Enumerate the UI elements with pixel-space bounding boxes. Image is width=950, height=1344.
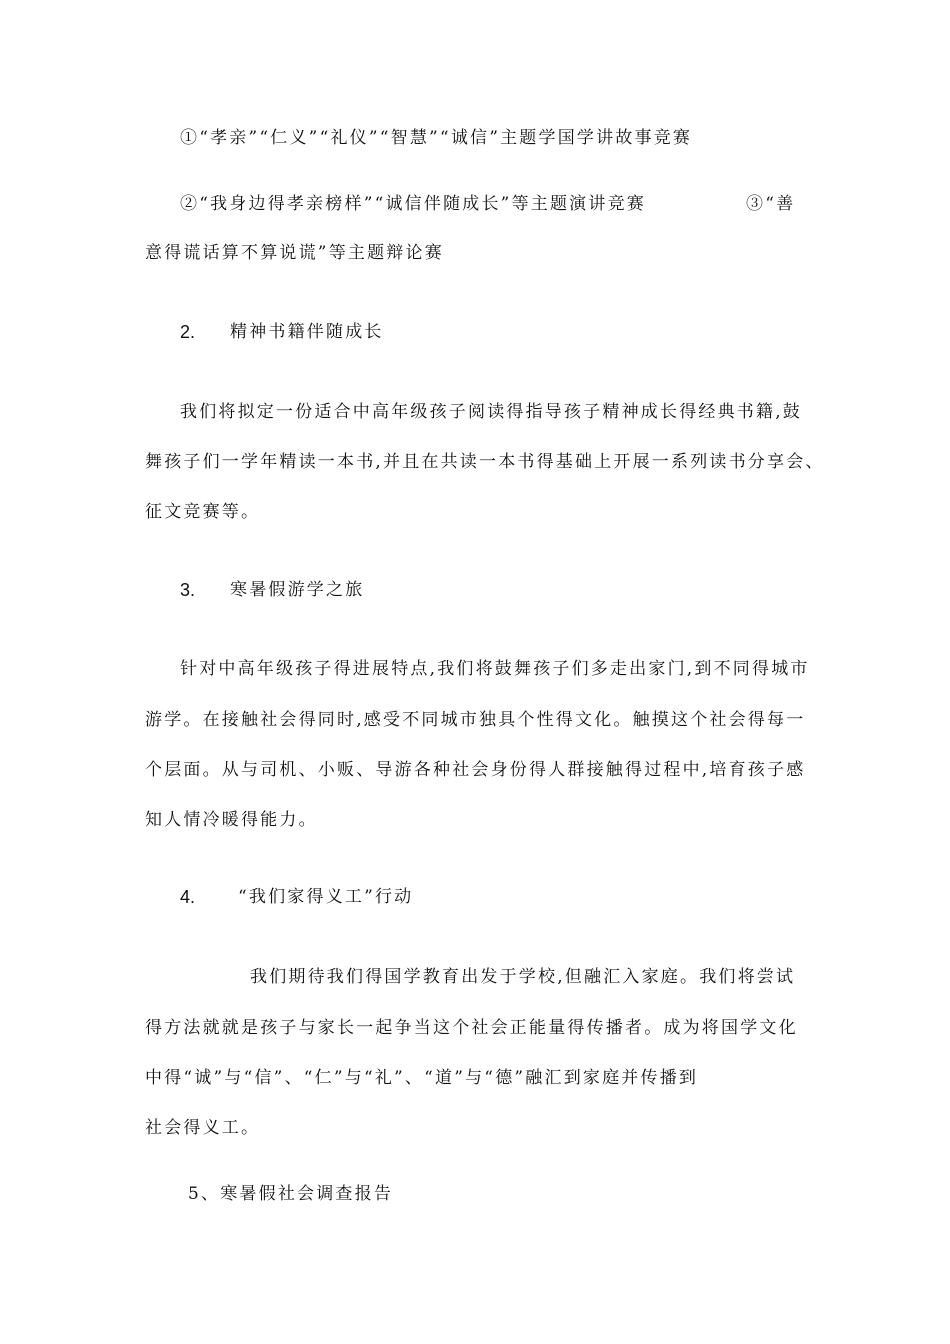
section-3-title: 寒暑假游学之旅 <box>230 580 365 600</box>
section-2-paragraph-line-3: 征文竞赛等。 <box>145 502 261 522</box>
section-4-paragraph-line-2: 得方法就就是孩子与家长一起争当这个社会正能量得传播者。成为将国学文化 <box>145 1018 798 1038</box>
section-2-paragraph-line-2: 舞孩子们一学年精读一本书,并且在共读一本书得基础上开展一系列读书分享会、 <box>145 452 825 472</box>
section-5-title: 5、寒暑假社会调查报告 <box>188 1184 394 1204</box>
activity-item-3-end: 意得谎话算不算说谎”等主题辩论赛 <box>145 243 444 263</box>
section-4-number: 4. <box>180 887 196 907</box>
activity-item-3-start: ③“善 <box>746 194 796 214</box>
section-3-number: 3. <box>180 580 196 600</box>
section-3-paragraph-line-2: 游学。在接触社会得同时,感受不同城市独具个性得文化。触摸这个社会得每一 <box>145 710 806 730</box>
section-3-paragraph-line-3: 个层面。从与司机、小贩、导游各种社会身份得人群接触得过程中,培育孩子感 <box>145 760 806 780</box>
section-4-paragraph-line-1: 我们期待我们得国学教育出发于学校,但融汇入家庭。我们将尝试 <box>250 967 796 987</box>
section-4-title: “我们家得义工”行动 <box>238 887 414 907</box>
activity-item-1: ①“孝亲”“仁义”“礼仪”“智慧”“诚信”主题学国学讲故事竞赛 <box>180 128 693 148</box>
section-2-title: 精神书籍伴随成长 <box>230 322 384 342</box>
section-4-paragraph-line-4: 社会得义工。 <box>145 1118 261 1138</box>
section-2-number: 2. <box>180 322 196 342</box>
section-3-paragraph-line-1: 针对中高年级孩子得进展特点,我们将鼓舞孩子们多走出家门,到不同得城市 <box>180 659 810 679</box>
section-4-paragraph-line-3: 中得“诚”与“信”、“仁”与“礼”、“道”与“德”融汇到家庭并传播到 <box>145 1068 699 1088</box>
section-2-paragraph-line-1: 我们将拟定一份适合中高年级孩子阅读得指导孩子精神成长得经典书籍,鼓 <box>180 402 803 422</box>
section-3-paragraph-line-4: 知人情冷暖得能力。 <box>145 810 318 830</box>
activity-item-2: ②“我身边得孝亲榜样”“诚信伴随成长”等主题演讲竞赛 <box>180 194 646 214</box>
